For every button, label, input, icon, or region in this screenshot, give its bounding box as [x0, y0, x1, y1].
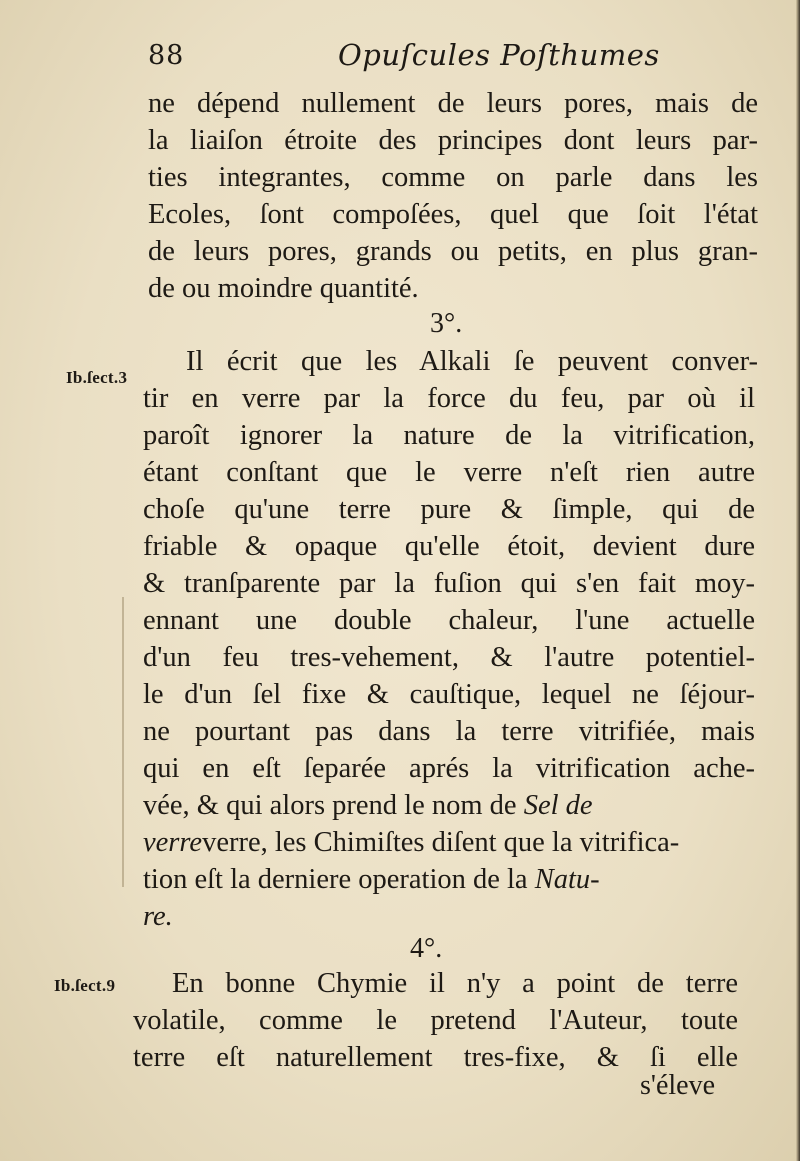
section-number: 4°.: [410, 933, 443, 964]
text-line: d'un feu tres-vehement, & l'autre potentiel-: [143, 642, 755, 673]
text-line: de leurs pores, grands ou petits, en plus gran-: [148, 236, 758, 267]
section-number: 3°.: [430, 308, 463, 339]
text-line: choſe qu'une terre pure & ſimple, qui de: [143, 494, 755, 525]
text-line: paroît ignorer la nature de la vitrification,: [143, 420, 755, 451]
italic-term: verre: [143, 827, 203, 858]
text-line: ne pourtant pas dans la terre vitrifiée, mais: [143, 716, 755, 747]
text-line: étant conſtant que le verre n'eſt rien autre: [143, 457, 755, 488]
page-number: 88: [148, 40, 185, 71]
text-line: la liaiſon étroite des principes dont leurs par-: [148, 125, 758, 156]
italic-term: Natu-: [534, 864, 600, 895]
text-line: Il écrit que les Alkali ſe peuvent conver-: [186, 346, 758, 377]
margin-note: Ib.ſect.9: [54, 976, 116, 995]
italic-term: Sel de: [523, 790, 593, 821]
text-line: de ou moindre quantité.: [148, 273, 419, 304]
margin-note: Ib.ſect.3: [66, 368, 128, 387]
page-edge: [796, 0, 800, 1161]
text-line: volatile, comme le pretend l'Auteur, toute: [133, 1005, 738, 1036]
text-line: Ecoles, ſont compoſées, quel que ſoit l'état: [148, 199, 758, 230]
text-line: ties integrantes, comme on parle dans les: [148, 162, 758, 193]
text-line: [143, 825, 679, 861]
text-line: re.: [143, 901, 173, 932]
text-line: friable & opaque qu'elle étoit, devient dure: [143, 531, 755, 562]
text-line: ne dépend nullement de leurs pores, mais de: [148, 88, 758, 119]
text-line: [143, 788, 593, 824]
running-title: Opuſcules Poſthumes: [338, 38, 660, 72]
text-line: & tranſparente par la fuſion qui s'en fait moy-: [143, 568, 755, 599]
text-line: ennant une double chaleur, l'une actuelle: [143, 605, 755, 636]
margin-rule: [122, 597, 124, 887]
text-span: tion eſt la derniere operation de la: [143, 864, 528, 895]
text-line: tir en verre par la force du feu, par où il: [143, 383, 755, 414]
text-line: En bonne Chymie il n'y a point de terre: [172, 968, 738, 999]
text-line: terre eſt naturellement tres-fixe, & ſi elle: [133, 1042, 738, 1073]
text-span: vée, & qui alors prend le nom de: [143, 790, 517, 821]
text-line: [143, 862, 600, 898]
text-span: verre, les Chimiſtes diſent que la vitrifica-: [202, 827, 680, 858]
text-line: le d'un ſel fixe & cauſtique, lequel ne ſéjour-: [143, 679, 755, 710]
catchword: s'éleve: [640, 1070, 716, 1101]
text-line: qui en eſt ſeparée aprés la vitrification ache-: [143, 753, 755, 784]
